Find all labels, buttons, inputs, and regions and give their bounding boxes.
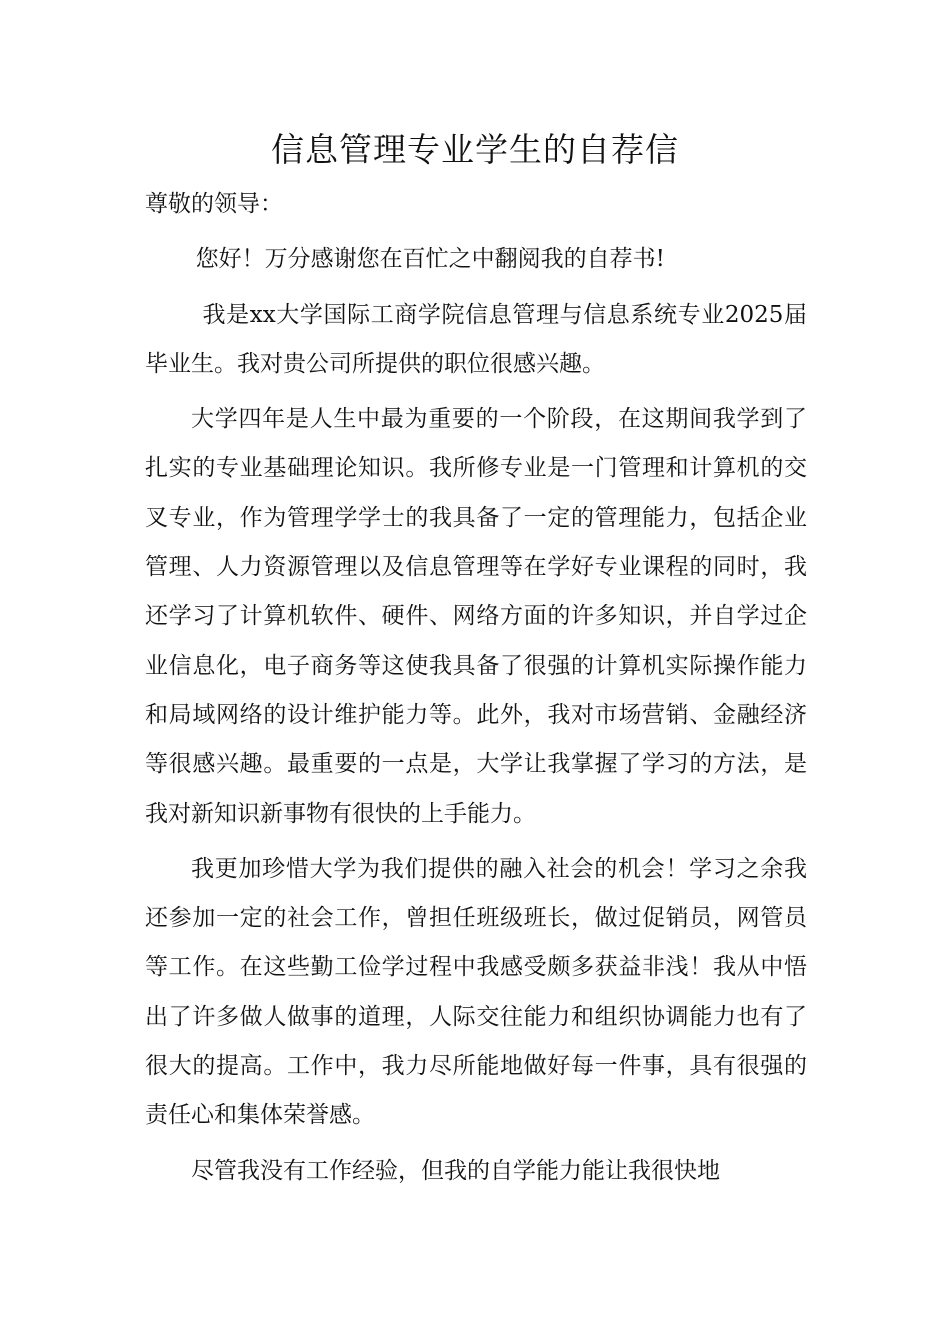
paragraph-self-learning: 尽管我没有工作经验，但我的自学能力能让我很快地 — [191, 1157, 720, 1184]
paragraph-greeting: 您好！万分感谢您在百忙之中翻阅我的自荐书! — [195, 246, 665, 273]
document-body — [145, 180, 807, 1202]
paragraph-university-study: 大学四年是人生中最为重要的一个阶段，在这期间我学到了扎实的专业基础理论知识。我所修专业是一门管理和计算机的交叉专业，作为管理学学士的我具备了一定的管理能力，包括企业管理、人力资源管理以及信息管理等在学好专业课程的同时，我还学习了计算机软件、硬件、网络方面的许多知识，并自学过企业信息化，电子商务等这使我具备了很强的计算机实际操作能力和局域网络的设计维护能力等。此外，我对市场营销、金融经济等很感兴趣。最重要的一点是，大学让我掌握了学习的方法，是我对新知识新事物有很快的上手能力。 — [145, 406, 807, 827]
salutation: 尊敬的领导： — [145, 191, 283, 217]
document-title: 信息管理专业学生的自荐信 — [271, 130, 679, 169]
paragraph-introduction: 我是xx大学国际工商学院信息管理与信息系统专业2025届毕业生。我对贵公司所提供的职位很感兴趣。 — [145, 301, 807, 377]
paragraph-social-work: 我更加珍惜大学为我们提供的融入社会的机会！学习之余我还参加一定的社会工作，曾担任班级班长，做过促销员，网管员等工作。在这些勤工俭学过程中我感受颇多获益非浅！我从中悟出了许多做人做事的道理，人际交往能力和组织协调能力也有了很大的提高。工作中，我力尽所能地做好每一件事，具有很强的责任心和集体荣誉感。 — [145, 855, 807, 1129]
